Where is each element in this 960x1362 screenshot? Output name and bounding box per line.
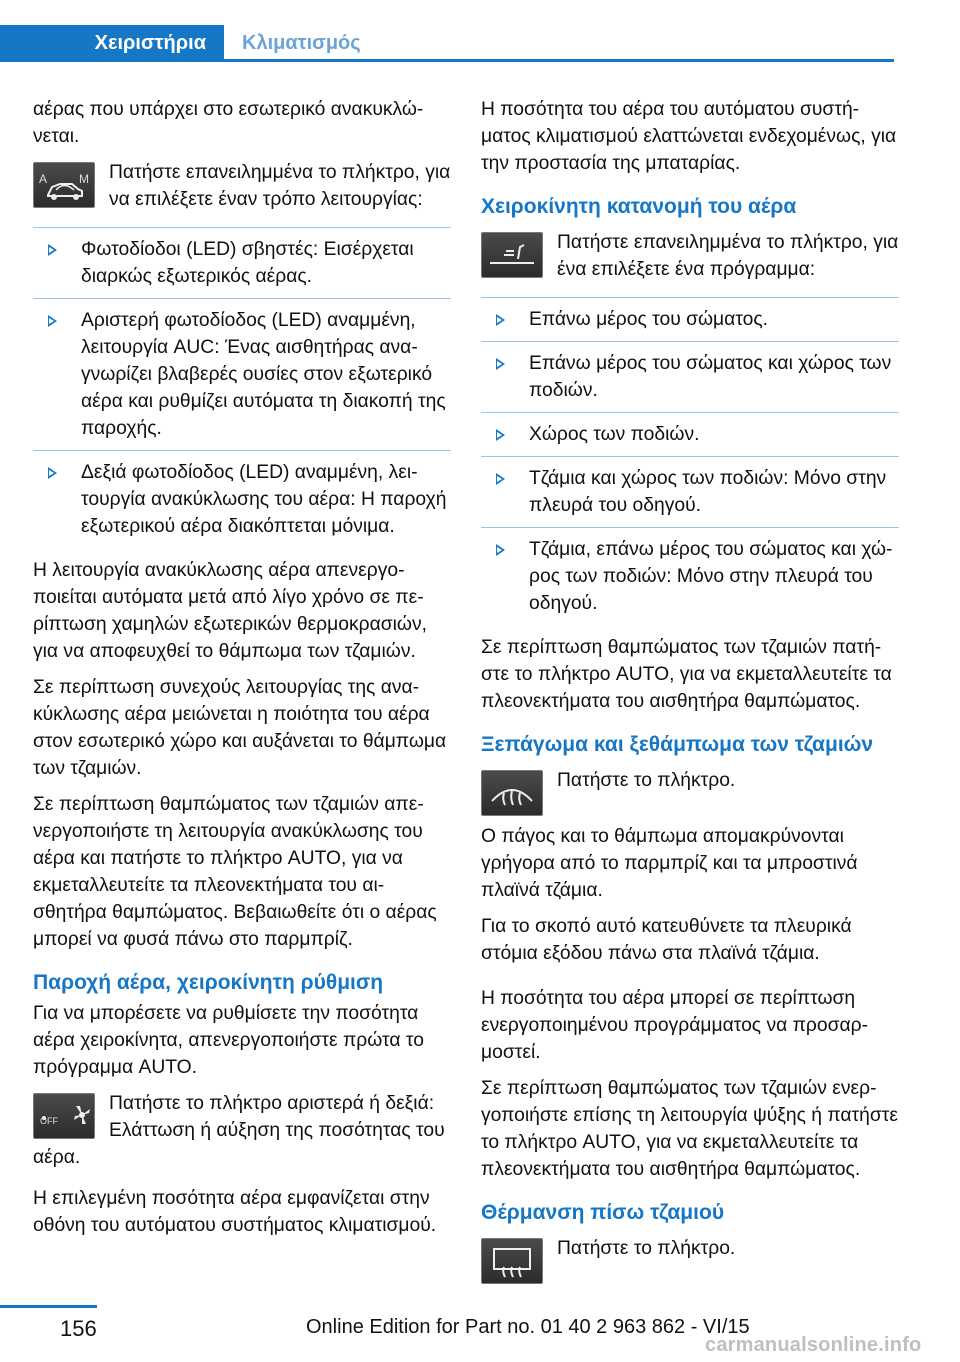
list-item: [33, 299, 451, 451]
paragraph: Η επιλεγμένη ποσότητα αέρα εμφανίζεται στην οθόνη του αυτόματου συστήματος κλιματισμού.: [33, 1188, 437, 1236]
tab-climate-label: Κλιματισμός: [242, 32, 361, 54]
icon-instruction: [481, 1235, 899, 1289]
page-number: 156: [60, 1316, 97, 1341]
tab-climate[interactable]: [224, 25, 361, 62]
list-item-text: Αριστερή φωτοδίοδος (LED) αναμμένη, λειτουργία AUC: Ένας αισθητήρας αναγνωρίζει βλαβερές ουσίες στον εξωτερικό αέρα και ρυθμίζει αυτόματα τη διακοπή της παροχής.: [81, 310, 446, 439]
list-item-text: Τζάμια και χώρος των ποδιών: Μόνο στην πλευρά του οδηγού.: [529, 468, 887, 516]
paragraph: Για το σκοπό αυτό κατευθύνετε τα πλευρικά στόμια εξόδου πάνω στα πλαϊνά τζάμια.: [481, 916, 852, 964]
list-item: [481, 413, 899, 457]
paragraph: Η λειτουργία ανακύκλωσης αέρα απενεργοποιείται αυτόματα μετά από λίγο χρόνο σε περίπτωση χαμηλών εξωτερικών θερμοκρασιών, για να αποφευχθεί το θάμπωμα των τζαμιών.: [33, 560, 427, 662]
list-item: [481, 528, 899, 625]
rear-defrost-glyph: [482, 1239, 542, 1283]
icon-instruction: [481, 229, 899, 283]
edition-note: Online Edition for Part no. 01 40 2 963 862 - VI/15: [306, 1316, 750, 1338]
section-heading: Παροχή αέρα, χειροκίνητη ρύθμιση: [33, 971, 384, 994]
section-heading: Χειροκίνητη κατανομή του αέρα: [481, 195, 797, 218]
icon-instruction: [33, 159, 451, 213]
windshield-defrost-icon: [481, 770, 543, 816]
paragraph: αέρας που υπάρχει στο εσωτερικό ανακυκλώνεται.: [33, 99, 424, 147]
tab-controls-label: Χειριστήρια: [94, 32, 206, 54]
right-column: [481, 96, 899, 1303]
list-item-text: Δεξιά φωτοδίοδος (LED) αναμμένη, λειτουργία ανακύκλωσης του αέρα: Η παροχή εξωτερικού αέρα διακόπτεται μόνιμα.: [81, 462, 447, 537]
list-item-text: Επάνω μέρος του σώματος και χώρος των ποδιών.: [529, 353, 892, 401]
list-item-text: Τζάμια, επάνω μέρος του σώματος και χώρος των ποδιών: Μόνο στην πλευρά του οδηγού.: [529, 539, 893, 614]
section-heading: Θέρμανση πίσω τζαμιού: [481, 1201, 725, 1224]
fan-off-icon: [33, 1093, 95, 1139]
list-item-text: Φωτοδίοδοι (LED) σβηστές: Εισέρχεται διαρκώς εξωτερικός αέρας.: [81, 239, 414, 287]
paragraph: Για να μπορέσετε να ρυθμίσετε την ποσότητα αέρα χειροκίνητα, απενεργοποιήστε πρώτα το πρόγραμμα AUTO.: [33, 1003, 424, 1078]
list-item: [33, 451, 451, 548]
header-tabs: [0, 0, 960, 62]
footer-rule: [0, 1305, 97, 1308]
defrost-glyph: [482, 771, 542, 815]
section-heading: Ξεπάγωμα και ξεθάμπωμα των τζαμιών: [481, 733, 874, 756]
icon-instruction: [33, 1090, 451, 1171]
icon-label-a: A: [39, 172, 48, 186]
triangle-bullet-icon: [496, 544, 505, 556]
tab-controls[interactable]: [0, 25, 224, 62]
list-item: [481, 298, 899, 342]
icon-label-off: OFF: [40, 1116, 58, 1126]
list-item-text: Χώρος των ποδιών.: [529, 424, 700, 445]
paragraph: Η ποσότητα του αέρα μπορεί σε περίπτωση ενεργοποιημένου προγράμματος να προσαρμοστεί.: [481, 988, 869, 1063]
triangle-bullet-icon: [48, 244, 57, 256]
paragraph: Σε περίπτωση θαμπώματος των τζαμιών ενεργοποιήστε επίσης τη λειτουργία ψύξης ή πατήστε το πλήκτρο AUTO, για να εκμεταλλευτείτε τα πλεονεκτήματα του αισθητήρα θαμπώματος.: [481, 1078, 899, 1180]
icon-instruction-text: Πατήστε το πλήκτρο.: [557, 770, 736, 791]
icon-instruction-text: Πατήστε το πλήκτρο αριστερά ή δεξιά: Ελάττωση ή αύξηση της ποσότητας του αέρα.: [33, 1093, 445, 1168]
icon-instruction-text: Πατήστε επανειλημμένα το πλήκτρο, για να επιλέξετε έναν τρόπο λειτουργίας:: [109, 162, 451, 210]
triangle-bullet-icon: [496, 429, 505, 441]
triangle-bullet-icon: [48, 315, 57, 327]
list-item: [33, 228, 451, 299]
paragraph: Σε περίπτωση θαμπώματος των τζαμιών πατήστε το πλήκτρο AUTO, για να εκμεταλλευτείτε τα πλεονεκτήματα του αισθητήρα θαμπώματος.: [481, 637, 892, 712]
watermark: carmanualsonline.info: [705, 1334, 922, 1356]
paragraph: Σε περίπτωση συνεχούς λειτουργίας της ανακύκλωσης αέρα μειώνεται η ποιότητα του αέρα στον εσωτερικό χώρο και αυξάνεται το θάμπωμα των τζαμιών.: [33, 677, 447, 779]
icon-instruction-text: Πατήστε το πλήκτρο.: [557, 1238, 736, 1259]
triangle-bullet-icon: [496, 358, 505, 370]
car-glyph: [34, 163, 94, 207]
icon-instruction-text: Πατήστε επανειλημμένα το πλήκτρο, για ένα επιλέξετε ένα πρόγραμμα:: [557, 232, 899, 280]
left-column: [33, 96, 451, 1248]
paragraph: Ο πάγος και το θάμπωμα απομακρύνονται γρήγορα από το παρμπρίζ και τα μπροστινά πλαϊνά τζάμια.: [481, 826, 858, 901]
program-list: [481, 297, 899, 625]
triangle-bullet-icon: [496, 314, 505, 326]
paragraph: Η ποσότητα του αέρα του αυτόματου συστήματος κλιματισμού ελαττώνεται ενδεχομένως, για την προστασία της μπαταρίας.: [481, 99, 897, 174]
rear-window-defrost-icon: [481, 1238, 543, 1284]
list-item-text: Επάνω μέρος του σώματος.: [529, 309, 769, 330]
list-item: [481, 342, 899, 413]
triangle-bullet-icon: [496, 473, 505, 485]
header-rule: [224, 59, 894, 62]
distribution-glyph: [482, 233, 542, 277]
car-recirculation-icon: [33, 162, 95, 208]
list-item: [481, 457, 899, 528]
air-distribution-icon: [481, 232, 543, 278]
icon-instruction: [481, 767, 899, 821]
paragraph: Σε περίπτωση θαμπώματος των τζαμιών απενεργοποιήστε τη λειτουργία ανακύκλωσης του αέρα και πατήστε το πλήκτρο AUTO, για να εκμεταλλευτείτε τα πλεονεκτήματα του αισθητήρα θαμπώματος. Βεβαιωθείτε ότι ο αέρας μπορεί να φυσά πάνω στο παρμπρίζ.: [33, 794, 437, 950]
icon-label-m: M: [79, 172, 89, 186]
triangle-bullet-icon: [48, 467, 57, 479]
mode-list: [33, 227, 451, 548]
